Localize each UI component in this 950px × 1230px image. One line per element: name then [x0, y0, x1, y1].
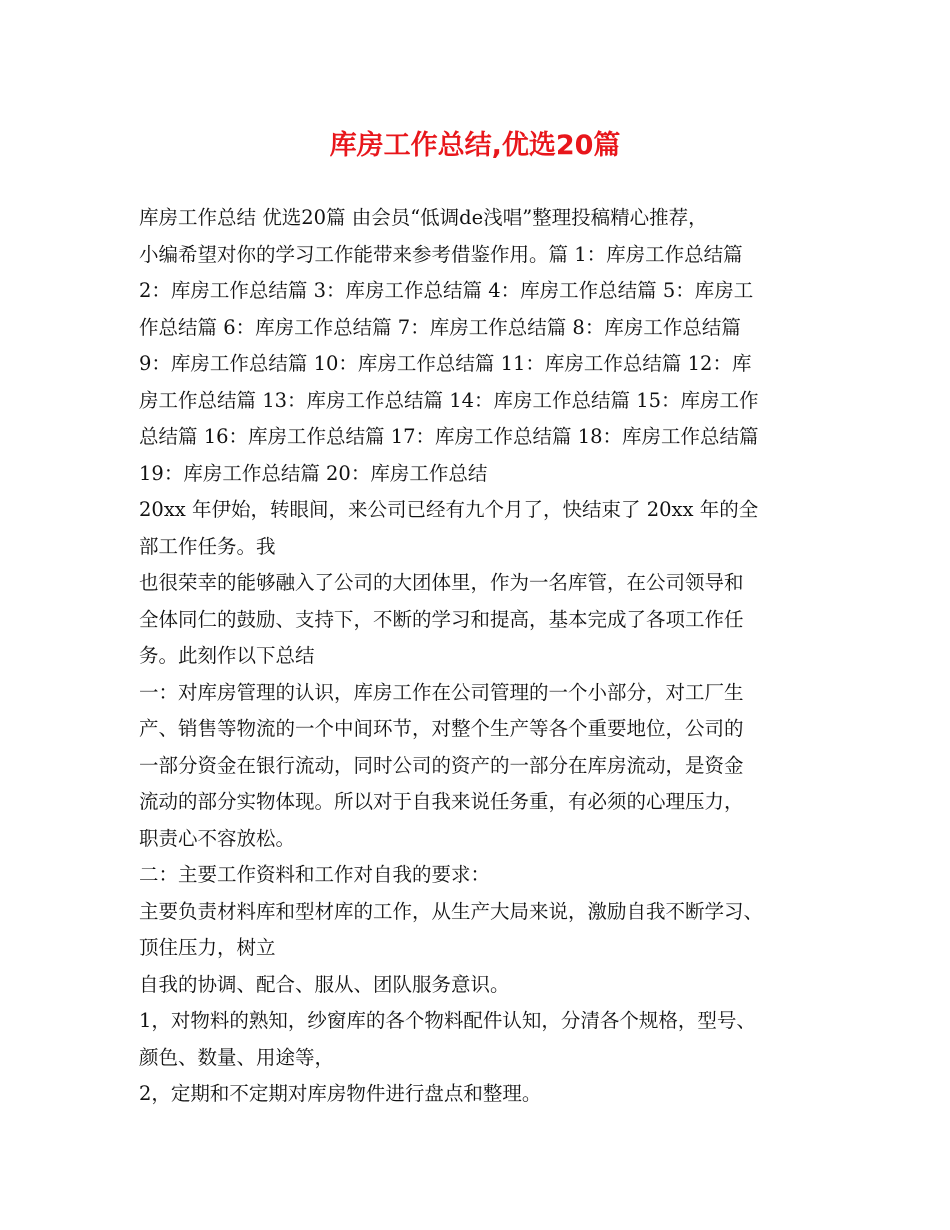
text-line: 产、销售等物流的一个中间环节，对整个生产等各个重要地位，公司的 — [139, 717, 744, 740]
text-line: 作总结篇 6：库房工作总结篇 7：库房工作总结篇 8：库房工作总结篇 — [139, 315, 741, 339]
text-line: 房工作总结篇 13：库房工作总结篇 14：库房工作总结篇 15：库房工作 — [139, 388, 759, 412]
document-body — [139, 200, 819, 1113]
text-line: 也很荣幸的能够融入了公司的大团体里，作为一名库管，在公司领导和 — [139, 571, 744, 594]
text-line: 自我的协调、配合、服从、团队服务意识。 — [139, 972, 510, 996]
text-line: 流动的部分实物体现。所以对于自我来说任务重，有必须的心理压力， — [139, 790, 744, 813]
text-line: 2：库房工作总结篇 3：库房工作总结篇 4：库房工作总结篇 5：库房工 — [139, 279, 754, 302]
text-line: 2，定期和不定期对库房物件进行盘点和整理。 — [139, 1082, 542, 1105]
text-line: 一：对库房管理的认识，库房工作在公司管理的一个小部分，对工厂生 — [139, 680, 744, 704]
page-title: 库房工作总结,优选20篇 — [329, 130, 621, 161]
text-line: 务。此刻作以下总结 — [139, 644, 315, 667]
text-line: 全体同仁的鼓励、支持下，不断的学习和提高，基本完成了各项工作任 — [139, 607, 744, 631]
text-line: 总结篇 16：库房工作总结篇 17：库房工作总结篇 18：库房工作总结篇 — [139, 425, 759, 448]
text-line: 颜色、数量、用途等， — [139, 1045, 335, 1069]
text-line: 顶住压力，树立 — [139, 936, 276, 959]
text-line: 20xx 年伊始，转眼间，来公司已经有九个月了，快结束了 20xx 年的全 — [139, 498, 759, 521]
text-line: 部工作任务。我 — [139, 534, 276, 558]
text-line: 小编希望对你的学习工作能带来参考借鉴作用。篇 1：库房工作总结篇 — [139, 242, 743, 266]
text-line: 19：库房工作总结篇 20：库房工作总结 — [139, 461, 488, 485]
text-line: 9：库房工作总结篇 10：库房工作总结篇 11：库房工作总结篇 12：库 — [139, 352, 752, 375]
text-line: 职责心不容放松。 — [139, 826, 296, 850]
text-line: 库房工作总结 优选20篇 由会员“低调de浅唱”整理投稿精心推荐， — [139, 206, 708, 229]
text-line: 1，对物料的熟知，纱窗库的各个物料配件认知，分清各个规格，型号、 — [139, 1009, 756, 1032]
text-line: 二：主要工作资料和工作对自我的要求： — [139, 863, 491, 886]
text-line: 一部分资金在银行流动，同时公司的资产的一部分在库房流动，是资金 — [139, 753, 744, 777]
text-line: 主要负责材料库和型材库的工作，从生产大局来说，激励自我不断学习、 — [139, 899, 764, 923]
